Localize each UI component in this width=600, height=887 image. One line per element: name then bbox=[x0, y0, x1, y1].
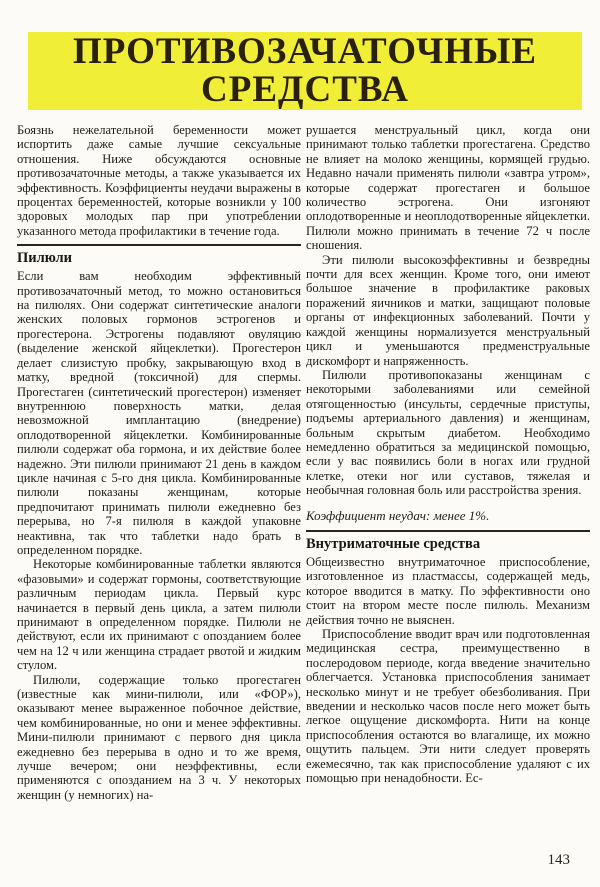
paragraph-pills-1: Если вам необходим эффективный противозачаточный метод, то можно остановиться на пилюлях. Они содержат синтетические аналоги женских половых гормонов эстрогенов и прогестерона. Эстрогены подавляют овуляцию (выделение женской яйцеклетки). Прогестерон делает слизистую пробку, закрывающую вход в матку, вредной (токсичной) для спермы. Прогестаген (синтетический прогестерон) изменяет внутреннюю поверхность матки, делая невозможной имплантацию (внедрение) оплодотворенной яйцеклетки. Комбинированные пилюли содержат оба гормона, и их действие более надежно. Эти пилюли принимают 21 день в каждом цикле начиная с 5-го дня цикла. Комбинированные пилюли показаны женщинам, которые предпочитают принимать пилюли ежедневно без перерыва, но 7-я пилюля в каждой упаковне неактивна, так что таблетки надо брать в определенном порядке. bbox=[17, 269, 301, 557]
failure-rate-note: Коэффициент неудач: менее 1%. bbox=[306, 507, 490, 523]
paragraph-iud-1: Общеизвестно внутриматочное приспособление, изготовленное из пластмассы, содержащей медь, которое вводится в матку. По эффективности оно стоит на втором месте после пилюль. Механизм действия точно не выяснен. bbox=[306, 554, 590, 627]
intro-paragraph: Боязнь нежелательной беременности может испортить даже самые лучшие сексуальные отношения. Ниже обсуждаются основные противозачаточные методы, а также указывается их эффективность. Коэффициенты неудачи выражены в процентах беременностей, которые возникли у 100 здоровых молодых пар при употреблении указанного метода профилактики в течение года. bbox=[17, 123, 301, 238]
section-heading-iud: Внутриматочные средства bbox=[306, 535, 481, 552]
paragraph-iud-2: Приспособление вводит врач или подготовленная медицинская сестра, преимущественно в послеродовом периоде, когда введение значительно облегчается. Установка приспособления занимает несколько минут и не требует обезболивания. При введении и несколько часов после него может быть легкое ощущение дискомфорта. Нити на конце приспособления остаются во влагалище, их можно ощутить пальцем. Эти нити следует проверять ежемесячно, так как приспособление удаляют с их помощью при ненадобности. Ес- bbox=[306, 627, 590, 786]
paragraph-pills-3: Пилюли, содержащие только прогестаген (известные как мини-пилюли, или «ФОР»), оказывают менее выраженное побочное действие, чем комбинированные, но они и менее эффективны. Мини-пилюли принимают с первого дня цикла ежедневно без перерыва в одно и то же время, лучше вечером; они неэффективны, если применяются с опозданием на 3 ч. У некоторых женщин (у немногих) на- bbox=[17, 672, 301, 802]
section-divider-iud bbox=[306, 530, 590, 532]
paragraph-pills-contraindications: Пилюли противопоказаны женщинам с некоторыми заболеваниями или семейной отягощенностью (инсульты, сердечные приступы, подъемы артериального давления) и женщинам, больным скрытым диабетом. Необходимо немедленно обратиться за медицинской помощью, если у вас появились боли в ногах или грудной клетке, отеки ног или суставов, тяжелая и необычная головная боль или расстройства зрения. bbox=[306, 367, 590, 498]
page-title-line-1: ПРОТИВОЗАЧАТОЧНЫЕ bbox=[72, 31, 538, 72]
page-number: 143 bbox=[547, 852, 570, 868]
paragraph-pills-continuation: рушается менструальный цикл, когда они принимают только таблетки прогестагена. Средство не влияет на молоко женщины, кормящей грудью. Недавно начали применять пилюли «завтра утром», которые содержат прогестаген и большое количество эстрогена. Они изгоняют оплодотворенные и неоплодотворенные яйцеклетки. Пилюли можно принимать в течение 72 ч после сношения. bbox=[306, 123, 590, 253]
page-title-line-2: СРЕДСТВА bbox=[201, 69, 409, 110]
title-banner bbox=[28, 32, 582, 110]
paragraph-pills-benefits: Эти пилюли высокоэффективны и безвредны почти для всех женщин. Кроме того, они имеют большое значение в профилактике раковых поражений яичников и матки, защищают половые органы от инфекционных заболеваний. Почти у каждой женщины нормализуется менструальный цикл и уменьшаются предменструальные дискомфорт и напряженность. bbox=[306, 252, 590, 368]
section-divider-pills bbox=[17, 244, 301, 246]
left-column bbox=[17, 123, 301, 802]
section-heading-pills: Пилюли bbox=[17, 250, 72, 267]
right-column bbox=[306, 123, 590, 785]
paragraph-pills-2: Некоторые комбинированные таблетки являются «фазовыми» и содержат гормоны, соответствующие различным периодам цикла. Первый курс начинается в первый день цикла, а затем пилюли принимают в определенном порядке. Пилюли не действуют, если их принимают с опозданием более чем на 12 ч или женщина страдает рвотой и жидким стулом. bbox=[17, 557, 301, 673]
